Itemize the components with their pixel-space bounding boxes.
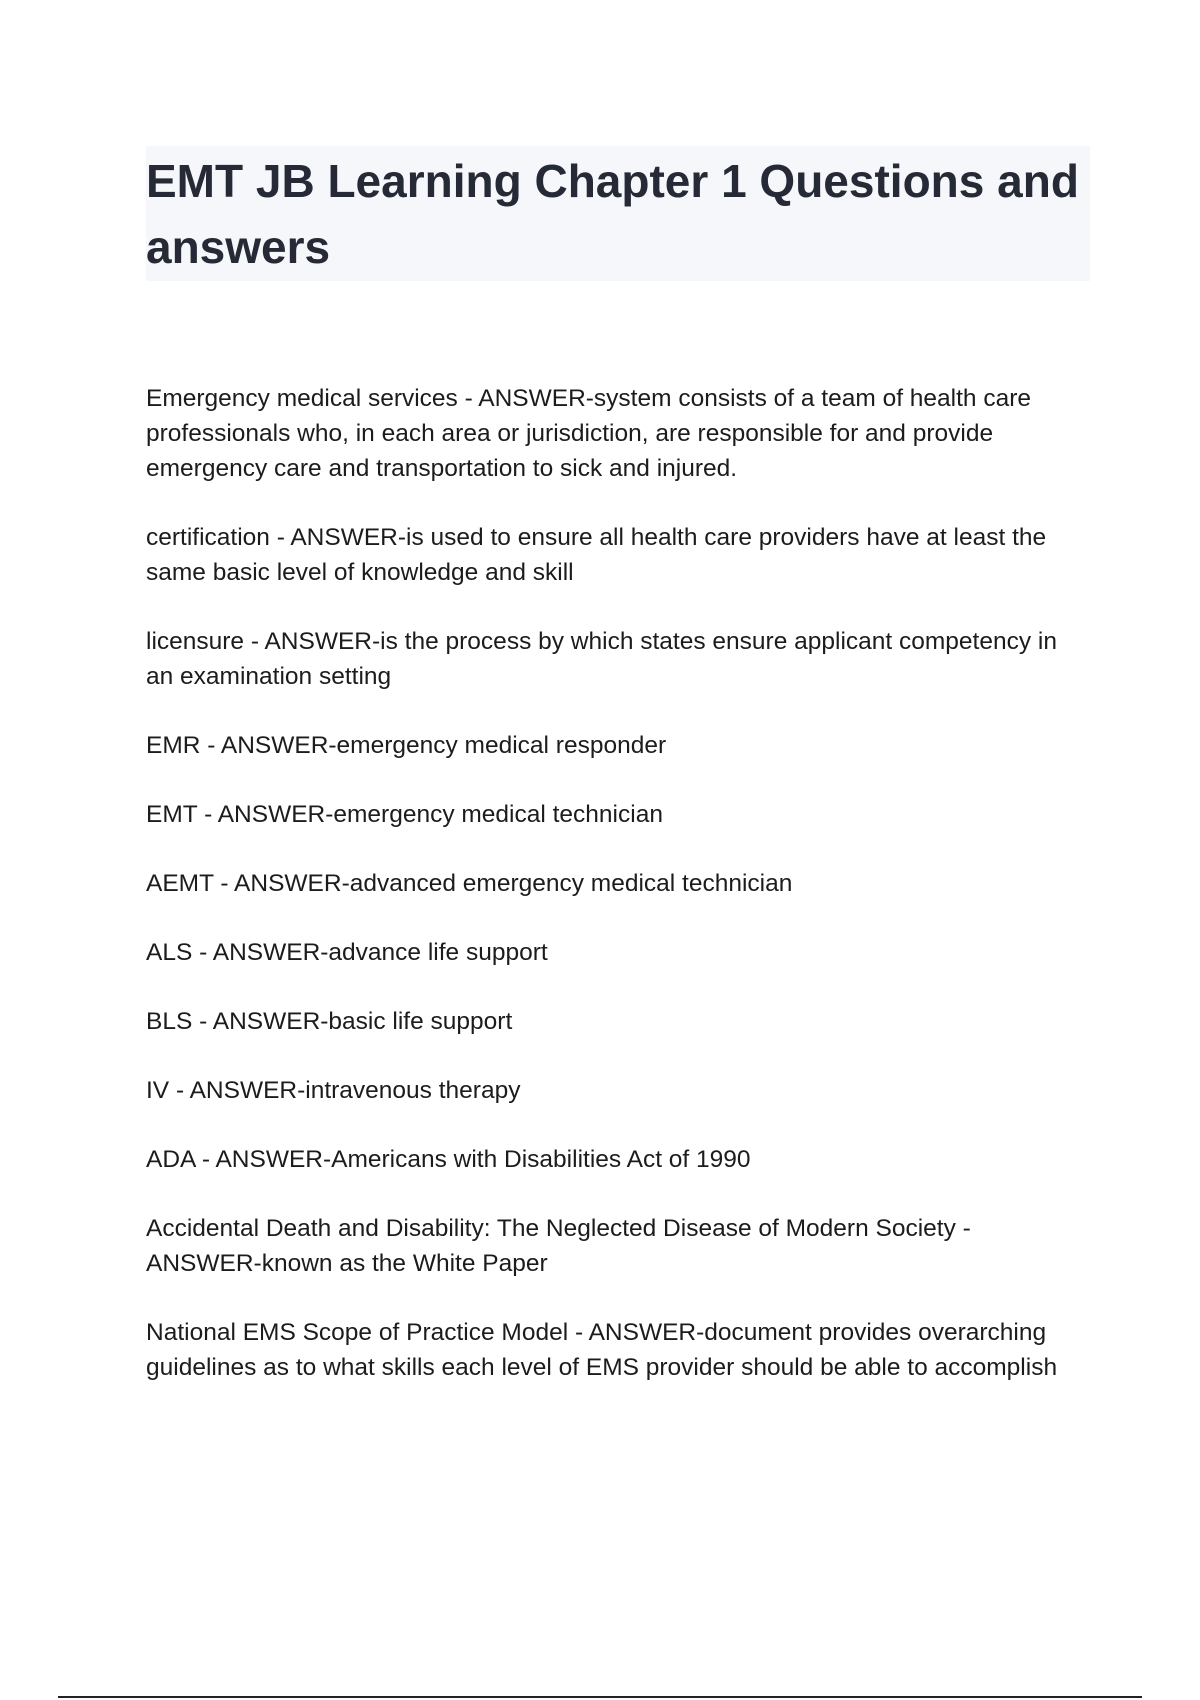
title-band — [146, 146, 1090, 281]
footer-divider — [58, 1696, 1142, 1698]
page-title: EMT JB Learning Chapter 1 Questions and answers — [146, 155, 1079, 273]
qa-item: AEMT - ANSWER-advanced emergency medical technician — [146, 870, 793, 897]
qa-item: EMR - ANSWER-emergency medical responder — [146, 732, 667, 759]
qa-list — [146, 381, 1076, 1419]
qa-item: IV - ANSWER-intravenous therapy — [146, 1077, 521, 1104]
qa-item: Accidental Death and Disability: The Neglected Disease of Modern Society - ANSWER-known as the White Paper — [146, 1215, 971, 1277]
qa-item: licensure - ANSWER-is the process by which states ensure applicant competency in an examination setting — [146, 628, 1057, 690]
qa-item: BLS - ANSWER-basic life support — [146, 1008, 513, 1035]
qa-item: EMT - ANSWER-emergency medical technician — [146, 801, 663, 828]
qa-item: National EMS Scope of Practice Model - ANSWER-document provides overarching guidelines as to what skills each level of EMS provider should be able to accomplish — [146, 1319, 1058, 1381]
qa-item: ADA - ANSWER-Americans with Disabilities Act of 1990 — [146, 1146, 751, 1173]
qa-item: ALS - ANSWER-advance life support — [146, 939, 548, 966]
qa-item: certification - ANSWER-is used to ensure all health care providers have at least the same basic level of knowledge and skill — [146, 524, 1047, 586]
qa-item: Emergency medical services - ANSWER-system consists of a team of health care professionals who, in each area or jurisdiction, are responsible for and provide emergency care and transportation to sick and injured. — [146, 385, 1032, 482]
